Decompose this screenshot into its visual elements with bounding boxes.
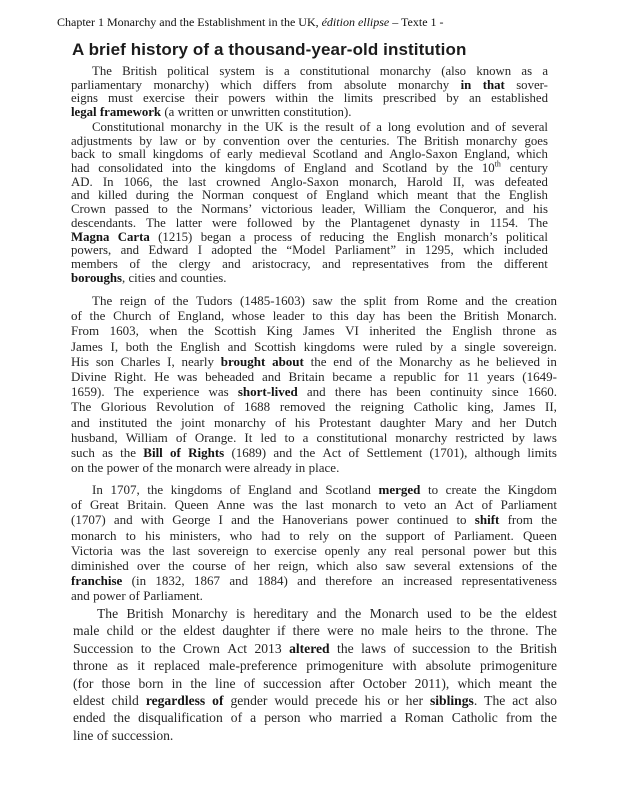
text-line: parliamentary monarchy) which differs from absolute monarchy in that sover-: [71, 77, 548, 92]
text-line: members of the clergy and aristocracy, and representatives from the different: [71, 256, 548, 271]
text-line: The British political system is a constitutional monarchy (also known as a: [92, 64, 548, 78]
text-line: line of succession.: [73, 727, 174, 743]
text-line: The reign of the Tudors (1485-1603) saw the split from Rome and the creation: [92, 293, 557, 308]
text-line: (1707) and with George I and the Hanoverians power continued to shift from the: [71, 512, 557, 528]
text-line: boroughs, cities and counties.: [71, 270, 227, 285]
paragraph-1-political-system: [71, 65, 548, 120]
paragraph-4-great-britain: [71, 482, 557, 604]
page-running-header: [57, 15, 444, 29]
text-line: and power of Parliament.: [71, 588, 203, 604]
text-line: James I, both the English and Scottish kingdoms were ruled by a single sovereign.: [71, 338, 557, 354]
bold-term: in: [460, 77, 472, 92]
text-line: of Great Britain. Queen Anne was the last monarch to veto an Act of Parliament: [71, 497, 557, 513]
bold-term: shift: [474, 512, 500, 528]
text-line: Succession to the Crown Act 2013 altered the laws of succession to the British: [73, 640, 557, 656]
text-line: back to small kingdoms of early medieval Scotland and Anglo-Saxon England, which: [71, 147, 548, 162]
bold-term: merged: [378, 482, 421, 497]
text-line: throne as it replaced male-preference primogeniture with absolute primogeniture: [73, 658, 557, 674]
bold-term: boroughs: [71, 270, 122, 285]
bold-term: of: [170, 444, 181, 460]
bold-term: regardless: [145, 692, 206, 708]
text-line: 1659). The experience was short-lived and there has been continuity since 1660.: [71, 384, 557, 400]
text-line: AD. In 1066, the last crowned Anglo-Saxon monarch, Harold II, was defeated: [71, 174, 548, 189]
text-line: franchise (in 1832, 1867 and 1884) and therefore an increased representativeness: [71, 573, 557, 589]
text-line: The British Monarchy is hereditary and the Monarch used to be the eldest: [97, 606, 557, 621]
paragraph-5-succession: [73, 605, 557, 744]
text-line: From 1603, when the Scottish King James VI inherited the English throne as: [71, 323, 557, 339]
header-edition-italic: édition ellipse: [321, 15, 390, 29]
text-line: husband, William of Orange. It led to a constitutional monarchy restricted by laws: [71, 429, 557, 445]
text-line: diminished over the course of her reign, which also saw several extensions of the: [71, 557, 557, 573]
text-line: male child or the eldest daughter if there were no male heirs to the throne. The: [73, 623, 557, 639]
text-line: and killed during the Norman conquest of England which meant that the English: [71, 188, 548, 203]
text-line: on the power of the monarch were already in place.: [71, 460, 340, 476]
text-line: Divine Right. He was beheaded and Britain became a republic for 11 years (1649-: [71, 368, 557, 384]
bold-term: Magna: [71, 229, 110, 244]
bold-term: about: [272, 353, 304, 369]
header-chapter-text: Chapter 1 Monarchy and the Establishment in the UK,: [57, 15, 322, 29]
text-line: eigns must exercise their powers within the limits prescribed by an established: [71, 91, 548, 106]
text-line: of the Church of England, whose leader to this day has been the British Monarch.: [71, 308, 557, 324]
bold-term: Rights: [188, 444, 225, 460]
bold-term: framework: [99, 105, 162, 120]
bold-term: legal: [71, 105, 97, 120]
bold-term: that: [482, 77, 505, 92]
text-line: such as the Bill of Rights (1689) and the Act of Settlement (1701), although limits: [71, 444, 557, 460]
bold-term: Carta: [117, 229, 150, 244]
text-line: and instituted the joint monarchy of his Protestant daughter Mary and her Dutch: [71, 414, 557, 430]
bold-term: altered: [289, 640, 330, 656]
text-line: Magna Carta (1215) began a process of reducing the English monarch’s political: [71, 229, 548, 244]
bold-term: Bill: [143, 444, 163, 460]
bold-term: of: [212, 692, 224, 708]
text-line: monarch to his ministers, who had to rely on the support of Parliament. Queen: [71, 527, 557, 543]
text-line: powers, and Edward I adopted the “Model Parliament” in 1295, which included: [71, 243, 548, 258]
text-line: legal framework (a written or unwritten constitution).: [71, 105, 352, 120]
bold-term: siblings: [429, 692, 474, 708]
text-line: Crown passed to the Normans’ victorious leader, William the Conqueror, and his: [71, 202, 548, 217]
text-line: The Glorious Revolution of 1688 removed the reigning Catholic king, James II,: [71, 399, 557, 415]
paragraph-2-constitutional-evolution: [71, 121, 548, 285]
text-line: (for those born in the line of succession after October 2011), which meant the: [73, 675, 557, 691]
text-line: had consolidated into the kingdoms of England and Scotland by the 10th century: [71, 159, 548, 176]
text-line: eldest child regardless of gender would precede his or her siblings. The act also: [73, 692, 557, 708]
text-line: Constitutional monarchy in the UK is the result of a long evolution and of several: [92, 120, 548, 134]
bold-term: short-lived: [237, 384, 298, 400]
page-title: A brief history of a thousand-year-old institution: [72, 40, 467, 59]
text-line: descendants. The latter were followed by the Plantagenet dynasty in 1154. The: [71, 215, 548, 230]
bold-term: brought: [220, 353, 266, 369]
text-line: In 1707, the kingdoms of England and Scotland merged to create the Kingdom: [92, 482, 557, 497]
text-line: Victoria was the last sovereign to exercise openly any real personal power but this: [71, 542, 557, 558]
header-text-number: – Texte 1 -: [389, 15, 444, 29]
bold-term: franchise: [71, 573, 123, 589]
text-line: adjustments by law or by convention over the centuries. The British monarchy goes: [71, 133, 548, 148]
text-line: ended the disqualification of a person who married a Roman Catholic from the: [73, 710, 557, 726]
paragraph-3-tudors-stuarts: [71, 293, 557, 475]
text-line: His son Charles I, nearly brought about the end of the Monarchy as he believed in: [71, 353, 557, 369]
